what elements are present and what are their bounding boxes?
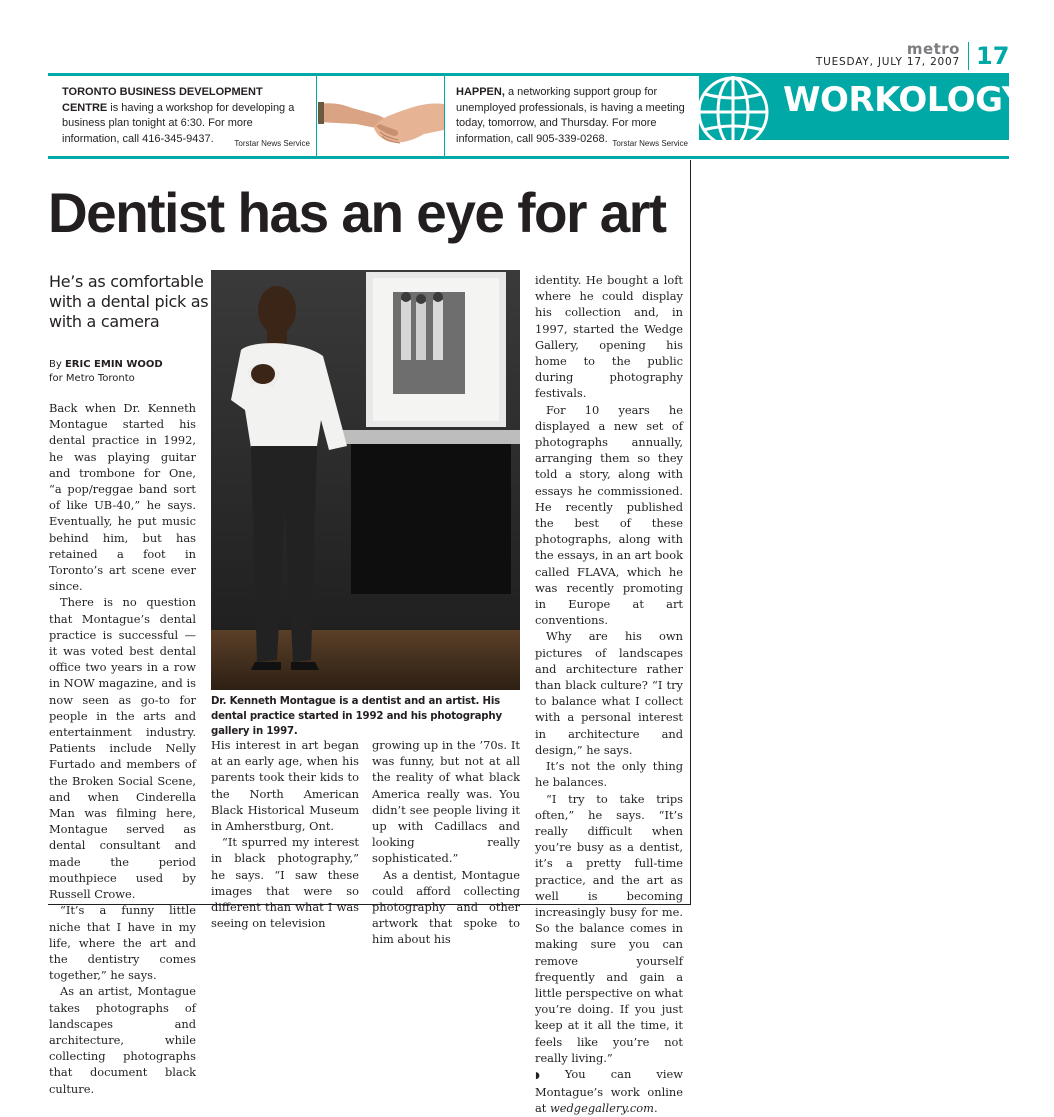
masthead [0, 0, 1054, 80]
byline-prefix: By [49, 359, 65, 370]
handshake-photo [318, 80, 444, 152]
article-headline: Dentist has an eye for art [48, 181, 666, 244]
paragraph: His interest in art began at an early age, when his parents took their kids to the North American Black Historical Museum in Amherstburg, Ont. [211, 738, 359, 834]
globe-icon [699, 76, 769, 140]
news-brief-business-centre [62, 85, 310, 151]
page-number: 17 [976, 42, 1010, 70]
tagline-text: You can view Montague’s work online at [535, 1066, 683, 1116]
page-number-divider [968, 42, 969, 70]
photo-caption: Dr. Kenneth Montague is a dentist and an artist. His dental practice started in 1992 and his photography gallery in 1997. [211, 696, 502, 737]
paragraph: There is no question that Montague’s dental practice is successful — it was voted best dental office two years in a row in NOW magazine, and is now seen as go-to for people in the arts and entertainment industry. Patients include Nelly Furtado and members of the Broken Social Scene, and when Cinderella Man was filming here, Montague served as dental consultant and made the period mouthpiece used by Russell Crowe. [49, 595, 196, 902]
banner-separator [316, 76, 317, 156]
article-column-1 [49, 400, 196, 1097]
byline-outlet: for Metro Toronto [49, 373, 135, 384]
column-rule [690, 160, 691, 905]
publication-date: TUESDAY, JULY 17, 2007 [815, 56, 960, 68]
arrow-bullet-icon: ◗ [535, 1070, 540, 1081]
tagline-end: . [653, 1101, 658, 1116]
news-brief-happen [456, 85, 688, 151]
brief-credit: Torstar News Service [612, 138, 688, 148]
article-deck: He’s as comfortable with a dental pick as with a camera [49, 272, 209, 331]
brief-lead: HAPPEN, [456, 86, 505, 98]
brief-credit: Torstar News Service [234, 138, 310, 148]
byline [49, 358, 163, 386]
paragraph: growing up in the ’70s. It was funny, but not at all the reality of what black America really was. You didn’t see people living it up with Cadillacs and looking really sophisticated.” [372, 738, 520, 866]
article-column-4 [535, 272, 683, 1117]
paragraph: Back when Dr. Kenneth Montague started his dental practice in 1992, he was playing guitar and trombone for One, “a pop/reggae band sort of like UB-40,” he says. Eventually, he put music behind him, but has retained a foot in Toronto’s art scene ever since. [49, 401, 196, 594]
banner-bottom-rule [48, 156, 1009, 159]
paragraph: For 10 years he displayed a new set of photographs annually, arranging them so they told a story, along with essays he commissioned. He recently published the best of these photographs, along with the essays, in an art book called FLAVA, which he was recently promoting in Europe at art conventions. [535, 402, 683, 628]
paragraph: “It spurred my interest in black photography,” he says. “I saw these images that were so different than what I was seeing on television [211, 835, 359, 931]
brief-body: is having a workshop for developing a business plan tonight at 6:30. For more information, call 416-345-9437. [62, 101, 295, 145]
section-banner [699, 76, 1026, 140]
paragraph: As a dentist, Montague could afford collecting photography and other artwork that spoke to him about his [372, 867, 520, 947]
paragraph: “I try to take trips often,” he says. “It’s really difficult when you’re busy as a dentist, it’s a pretty full-time practice, and the art as well is becoming increasingly busy for me. So the balance comes in making sure you can remove yourself frequently and gain a little perspective on what you’re doing. If you just keep at it all the time, it feels like you’re not really living.” [535, 791, 683, 1065]
brief-body: a networking support group for unemployed professionals, is having a meeting today, tomorrow, and Thursday. For more information, call 905-339-0268. [456, 86, 685, 145]
paragraph: It’s not the only thing he balances. [535, 759, 683, 790]
banner-separator [444, 76, 445, 156]
paragraph: As an artist, Montague takes photographs of landscapes and architecture, while collecting photographs that document black culture. [49, 984, 196, 1096]
newspaper-name: metro [906, 40, 960, 58]
article-photo [211, 270, 520, 690]
article-column-3 [372, 737, 520, 948]
paragraph: Why are his own pictures of landscapes and architecture rather than black culture? “I try to balance what I collect with a personal interest in architecture and design,” he says. [535, 629, 683, 757]
article-column-2 [211, 737, 359, 931]
article-tagline [535, 1066, 683, 1117]
section-title: WORKOLOGY [783, 80, 1026, 120]
byline-author: ERIC EMIN WOOD [64, 359, 163, 370]
gallery-link[interactable]: wedgegallery.com [550, 1101, 654, 1116]
paragraph: “It’s a funny little niche that I have in my life, where the art and the dentistry comes together,” he says. [49, 903, 196, 983]
brief-lead: TORONTO BUSINESS DEVELOPMENT CENTRE [62, 86, 263, 114]
paragraph: identity. He bought a loft where he could display his collection and, in 1997, started the Wedge Gallery, opening his home to the public during photography festivals. [535, 273, 683, 401]
